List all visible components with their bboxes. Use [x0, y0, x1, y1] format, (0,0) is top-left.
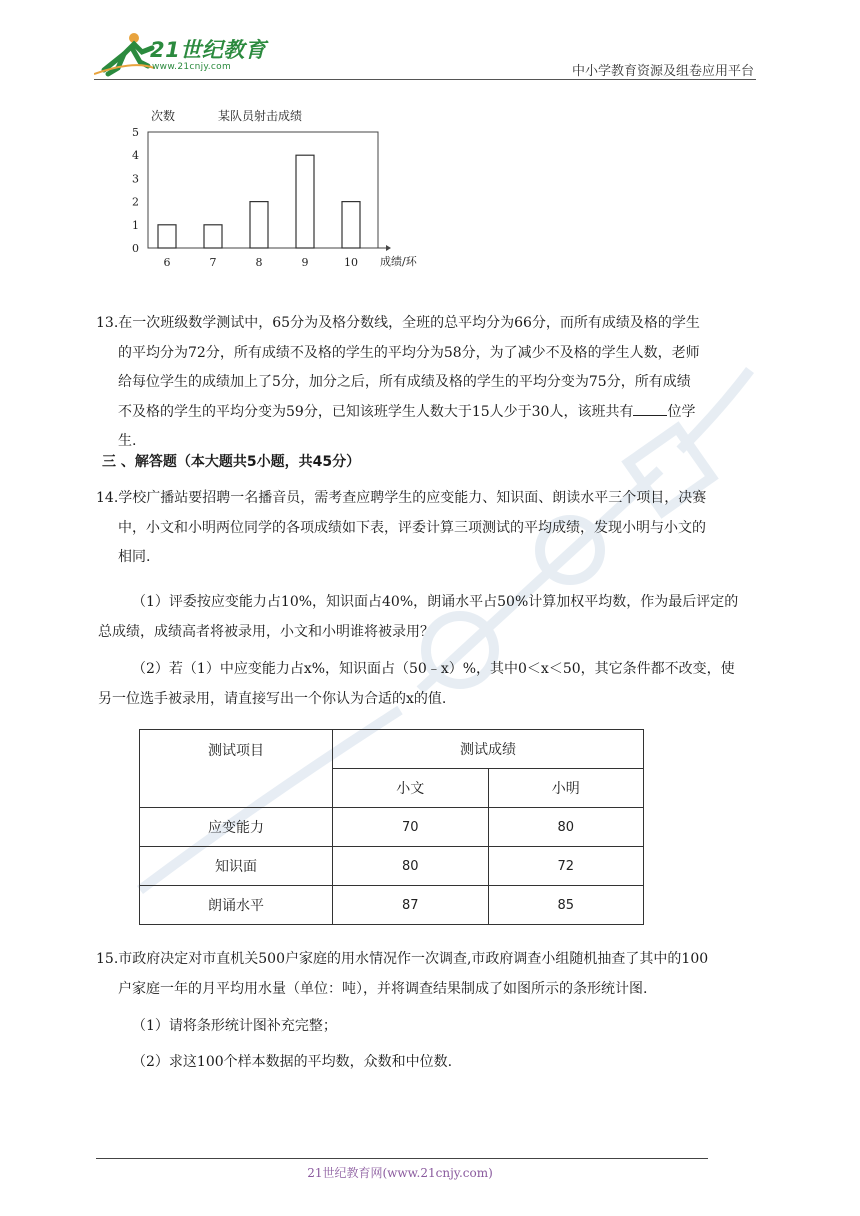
q14-line: 14.学校广播站要招聘一名播音员，需考查应聘学生的应变能力、知识面、朗读水平三个项目，决赛 — [96, 490, 707, 506]
row-label: 朗诵水平 — [140, 886, 333, 925]
logo-text: 21世纪教育 — [150, 38, 267, 62]
q13-text: 不及格的学生的平均分变为59分，已知该班学生人数大于15人少于30人，该班共有 — [118, 403, 634, 420]
table-header-scores: 测试成绩 — [333, 730, 644, 769]
q15-part-2: （2）求这100个样本数据的平均数，众数和中位数. — [132, 1054, 453, 1070]
x-tick-label: 6 — [163, 256, 171, 269]
q13-text: 位学 — [667, 403, 696, 420]
q14-line: 中，小文和小明两位同学的各项成绩如下表，评委计算三项测试的平均成绩，发现小明与小文的 — [118, 519, 706, 536]
x-tick-label: 8 — [255, 256, 263, 269]
q14-part2-line: 另一位选手被录用，请直接写出一个你认为合适的x的值. — [98, 690, 447, 707]
table-col-xiaowen: 小文 — [333, 769, 489, 808]
x-tick-label: 10 — [344, 256, 358, 269]
q13-line: 给每位学生的成绩加上了5分，加分之后，所有成绩及格的学生的平均分变为75分，所有成绩 — [118, 374, 691, 390]
q13-line: 13.在一次班级数学测试中，65分为及格分数线，全班的总平均分为66分，而所有成绩及格的学生 — [96, 315, 700, 331]
table-header-item: 测试项目 — [140, 730, 333, 808]
row-value: 80 — [488, 808, 644, 847]
q13-line — [96, 398, 768, 428]
y-tick-label: 0 — [132, 242, 139, 255]
shooting-score-bar-chart — [118, 100, 418, 275]
section-heading: 三 、解答题（本大题共5小题，共45分） — [102, 454, 361, 470]
y-tick-label: 2 — [132, 195, 139, 209]
y-tick-label: 5 — [132, 126, 139, 139]
q15-line: 户家庭一年的月平均用水量（单位：吨），并将调查结果制成了如图所示的条形统计图. — [118, 980, 648, 997]
chart-xlabel: 成绩/环 — [380, 255, 417, 268]
q14-part1-line: （1）评委按应变能力占10%，知识面占40%，朗诵水平占50%计算加权平均数，作为最后评定的 — [132, 594, 739, 610]
logo-url: www.21cnjy.com — [152, 62, 232, 72]
question-14 — [96, 484, 768, 573]
bar — [250, 202, 268, 248]
score-table — [139, 729, 644, 925]
bar — [204, 225, 222, 248]
x-tick-label: 7 — [209, 256, 217, 269]
table-row — [140, 808, 644, 847]
table-col-xiaoming: 小明 — [488, 769, 644, 808]
page-header — [0, 0, 860, 80]
y-tick-label: 3 — [132, 172, 139, 186]
question-13 — [96, 309, 768, 457]
row-value: 80 — [333, 847, 489, 886]
x-axis-arrowhead — [386, 245, 391, 251]
table-row — [140, 847, 644, 886]
row-label: 应变能力 — [140, 808, 333, 847]
chart-title: 某队员射击成绩 — [218, 109, 303, 123]
row-label: 知识面 — [140, 847, 333, 886]
table-row — [140, 886, 644, 925]
row-value: 85 — [488, 886, 644, 925]
answer-blank[interactable] — [633, 401, 667, 416]
footer-divider — [96, 1158, 708, 1159]
row-value: 87 — [333, 886, 489, 925]
q13-line: 生. — [118, 433, 137, 449]
q15-line: 15.市政府决定对市直机关500户家庭的用水情况作一次调查,市政府调查小组随机抽查了其中的100 — [96, 951, 709, 967]
bar — [342, 202, 360, 248]
bar — [158, 225, 176, 248]
q14-part-1 — [98, 588, 768, 647]
q14-part2-line: （2）若（1）中应变能力占x%，知识面占（50﹣x）%，其中0＜x＜50，其它条件都不改变，使 — [132, 661, 735, 677]
y-tick-label: 4 — [132, 149, 139, 163]
row-value: 72 — [488, 847, 644, 886]
q14-line: 相同. — [118, 549, 151, 565]
question-15 — [96, 945, 768, 1004]
bar — [296, 155, 314, 248]
q14-part1-line: 总成绩，成绩高者将被录用，小文和小明谁将被录用？ — [98, 623, 434, 640]
platform-label: 中小学教育资源及组卷应用平台 — [571, 64, 754, 79]
q13-line: 的平均分为72分，所有成绩不及格的学生的平均分为58分，为了减少不及格的学生人数，老师 — [118, 344, 700, 361]
header-divider — [94, 79, 756, 80]
q14-part-2 — [98, 655, 768, 714]
footer-text: 21世纪教育网(www.21cnjy.com) — [307, 1166, 493, 1180]
y-tick-label: 1 — [132, 218, 139, 232]
chart-ylabel: 次数 — [151, 109, 176, 123]
x-tick-label: 9 — [301, 256, 309, 269]
q15-part-1: （1）请将条形统计图补充完整； — [132, 1018, 337, 1034]
row-value: 70 — [333, 808, 489, 847]
